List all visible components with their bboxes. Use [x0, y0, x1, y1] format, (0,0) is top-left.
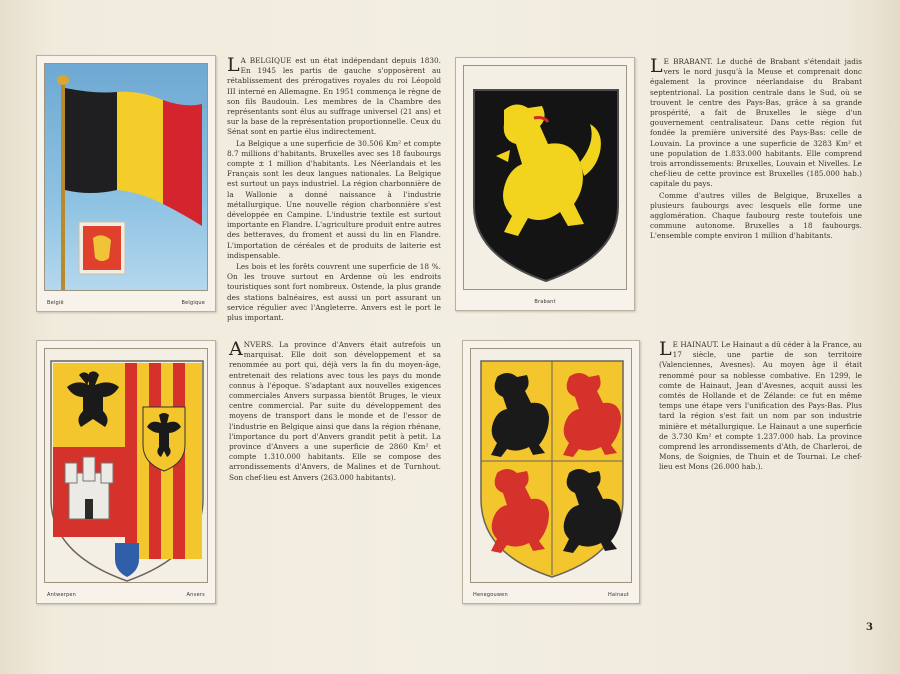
flag-black-band	[65, 88, 117, 193]
belgique-illustration	[44, 63, 208, 291]
hainaut-card	[462, 340, 640, 604]
brabant-text	[650, 57, 862, 243]
belgian-flag-illustration	[45, 64, 208, 291]
drop-cap: L	[659, 338, 672, 360]
paragraph: Les bois et les forêts couvrent une superficie de 18 %. On les trouve surtout en Ardenne où les endroits touristiques sont fort nombreux. Ostende, la plus grande des stations balnéaires, est aussi un port assurant un service régulier avec l'Angleterre. Anvers est le port le plus important.	[227, 262, 441, 323]
flag-yellow-band	[117, 92, 163, 204]
caption-antwerpen: Antwerpen	[47, 592, 76, 598]
hainaut-text	[659, 340, 862, 474]
drop-cap: L	[650, 55, 663, 77]
stamp-lion-icon	[93, 235, 111, 261]
drop-cap: A	[229, 338, 243, 360]
paragraph: Le Hainaut a dû céder à la France, au 17 siècle, une partie de son territoire (Valenciennes, Avesnes). Au moyen âge il était renommé pour sa noblesse combative. En 1299, le comte de Hainaut, Jean d'Avesnes, acquit aussi les comtés de Hollande et de Zélande: ce fut en même temps une étape vers l'unification des Pays-Bas. Plus tard la région s'est fait un nom par son industrie minière et métallurgique. Le Hainaut a une superficie de 3.730 Km² et compte 1.237.000 hab. La province comprend les arrondissements d'Ath, de Charleroi, de Mons, de Soignies, de Thuin et de Tournai. Le chef-lieu est Mons (26.000 hab.).	[659, 340, 862, 472]
page-number: 3	[866, 622, 873, 633]
drop-cap: L	[227, 54, 240, 76]
brabant-illustration	[463, 65, 627, 290]
castle-icon	[65, 457, 113, 519]
anvers-text	[229, 340, 441, 484]
flag-pole	[61, 80, 65, 290]
caption-brabant: Brabant	[534, 299, 556, 305]
paragraph: La province d'Anvers était autrefois un marquisat. Elle doit son développement et sa renommée au port qui, déjà vers la fin du moyen-âge, entretenait des relations avec tous les pays du monde connus à l'époque. S'adaptant aux nouvelles exigences commerciales Anvers surpassa bientôt Bruges, le vieux centre commercial. Par suite du développement des moyens de transport dans le monde et de l'essor de l'industrie en Belgique ainsi que dans la région rhénane, l'importance du port d'Anvers grandit petit à petit. La province d'Anvers a une superficie de 2860 Km² et compte 1.310.000 habitants. Elle se compose des arrondissements d'Anvers, de Malines et de Turnhout. Son chef-lieu est Anvers (263.000 habitants).	[229, 340, 441, 482]
hainaut-illustration	[470, 348, 632, 583]
brabant-coat-of-arms	[464, 66, 627, 290]
lead-title: A BELGIQUE	[240, 56, 292, 65]
caption-belgique: Belgique	[181, 300, 205, 306]
caption-anvers: Anvers	[186, 592, 205, 598]
lead-title: NVERS.	[243, 340, 274, 349]
anvers-coat-of-arms	[45, 349, 208, 583]
caption-henegouwen: Henegouwen	[473, 592, 508, 598]
caption-hainaut: Hainaut	[608, 592, 629, 598]
anvers-card	[36, 340, 216, 604]
paragraph: Le duché de Brabant s'étendait jadis vers le nord jusqu'à la Meuse et comprenait donc également la province néerlandaise du Brabant septentrional. La position centrale dans le Sud, où se trouvent le centre des Pays-Bas, grâce à sa grande prospérité, a fait de Bruxelles le siège d'un gouvernement centralisateur. Dans cette région fut fondée la première université des Pays-Bas: celle de Louvain. La province a une superficie de 3283 Km² et une population de 1.833.000 habitants. Elle comprend trois arrondissements: Bruxelles, Louvain et Nivelles. Le chef-lieu de cette province est Bruxelles (185.000 hab.) capitale du pays.	[650, 57, 863, 189]
pole-finial	[57, 75, 69, 85]
lead-title: E BRABANT.	[663, 57, 713, 66]
brabant-card	[455, 57, 635, 311]
paragraph: est un état indépendant depuis 1830. En 1945 les partis de gauche s'opposèrent au rétablissement des prérogatives royales du roi Léopold III interné en Allemagne. En 1951 commença le règne de son fils Baudouin. Les membres de la Chambre des représentants sont élus au suffrage universel (21 ans) et sur la base de la représentation proportionnelle. Ceux du Sénat sont en partie élus indirectement.	[227, 56, 442, 137]
belgique-text	[227, 56, 441, 324]
paragraph: Comme d'autres villes de Belgique, Bruxelles a plusieurs faubourgs avec lesquels elle forme une agglomération. Chaque faubourg reste toutefois une commune autonome. Bruxelles a 18 faubourgs. L'ensemble compte environ 1 million d'habitants.	[650, 190, 862, 241]
caption-belgie: België	[47, 300, 64, 306]
hainaut-coat-of-arms	[471, 349, 632, 583]
anvers-illustration	[44, 348, 208, 583]
belgique-flag-card	[36, 55, 216, 312]
lead-title: E HAINAUT.	[672, 340, 719, 349]
paragraph: La Belgique a une superficie de 30.506 Km² et compte 8.7 millions d'habitants. Bruxelles avec ses 18 faubourgs compte ± 1 million d'habitants. Les Néerlandais et les Français sont les deux langues nationales. La Belgique est surtout un pays industriel. La région charbonnière de la Wallonie a donné naissance à l'industrie métallurgique. Une nouvelle région charbonnière s'est développée en Campine. L'industrie textile est surtout importante en Flandre. L'agriculture produit entre autres des betteraves, du froment et aussi du lin en Flandre. L'importation de céréales et de produits de laiterie est indispensable.	[227, 138, 441, 260]
flag-red-band	[163, 100, 202, 226]
